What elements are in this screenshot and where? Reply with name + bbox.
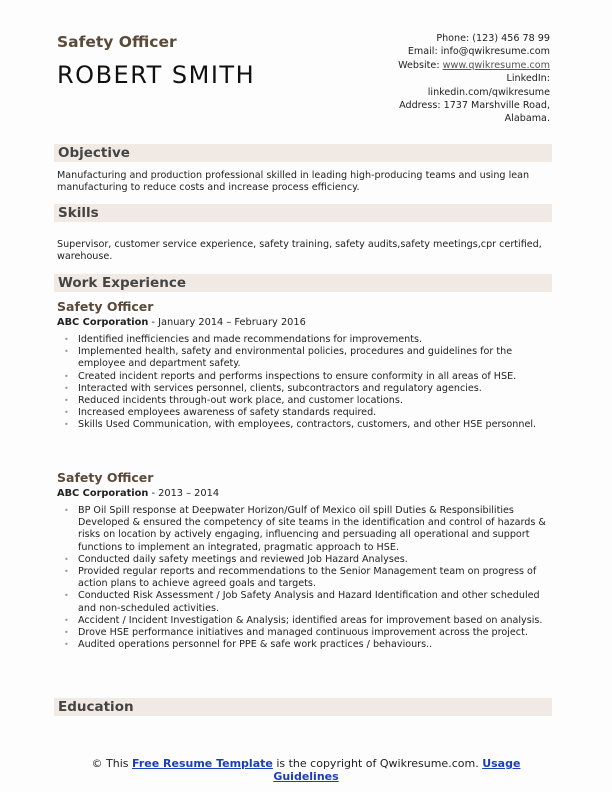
objective-text: Manufacturing and production professional skilled in leading high-producing teams and using lean manufacturing to reduce costs and increase process efficiency. bbox=[57, 170, 530, 194]
footer-middle: is the copyright of Qwikresume.com. bbox=[272, 757, 483, 770]
list-item: • Increased employees awareness of safety standards required. bbox=[64, 407, 554, 419]
candidate-name: ROBERT SMITH bbox=[57, 61, 256, 89]
job1-bullets bbox=[64, 334, 554, 432]
list-item: • Accident / Incident Investigation & Analysis; identified areas for improvement based on analysis. bbox=[64, 615, 554, 627]
website bbox=[350, 59, 550, 72]
list-item: • BP Oil Spill response at Deepwater Horizon/Gulf of Mexico oil spill Duties & Responsibilities Developed & ensured the competency of site teams in the identification and control of hazards & risks on location by actively engaging, influencing and persuading all operational and support functions to implement an integrated, pragmatic approach to HSE. bbox=[64, 505, 554, 554]
job1-company: ABC Corporation bbox=[57, 317, 149, 328]
list-item: • Audited operations personnel for PPE & safe work practices / behaviours.. bbox=[64, 639, 554, 651]
job1-dates: - January 2014 – February 2016 bbox=[148, 317, 306, 328]
list-item: • Interacted with services personnel, clients, subcontractors and regulatory agencies. bbox=[64, 383, 554, 395]
list-item: • Conducted Risk Assessment / Job Safety Analysis and Hazard Identification and other scheduled and non-scheduled activities. bbox=[64, 590, 554, 614]
objective-heading: Objective bbox=[54, 144, 552, 162]
education-heading: Education bbox=[54, 698, 552, 716]
skills-heading: Skills bbox=[54, 204, 552, 222]
work-experience-heading: Work Experience bbox=[54, 274, 552, 292]
website-label: Website: bbox=[398, 59, 443, 71]
job2-company: ABC Corporation bbox=[57, 488, 149, 499]
linkedin-label: LinkedIn: bbox=[506, 73, 550, 85]
job2-company-line bbox=[57, 488, 219, 499]
email: Email: info@qwikresume.com bbox=[407, 46, 550, 58]
copyright-footer bbox=[60, 757, 552, 783]
job2-bullets bbox=[64, 505, 554, 651]
contact-block bbox=[350, 32, 550, 126]
footer-prefix: © This bbox=[91, 757, 133, 770]
skills-text: Supervisor, customer service experience, safety training, safety audits,safety meetings,cpr certified, warehouse. bbox=[57, 239, 542, 263]
phone: Phone: (123) 456 78 99 bbox=[436, 33, 550, 44]
list-item: • Drove HSE performance initiatives and managed continuous improvement across the project. bbox=[64, 627, 554, 639]
usage-guidelines-link[interactable]: Usage Guidelines bbox=[273, 757, 521, 783]
list-item: • Provided regular reports and recommendations to the Senior Management team on progress of action plans to achieve agreed goals and targets. bbox=[64, 566, 554, 590]
list-item: • Conducted daily safety meetings and reviewed Job Hazard Analyses. bbox=[64, 554, 554, 566]
job1-title: Safety Officer bbox=[57, 299, 154, 314]
list-item: • Skills Used Communication, with employees, contractors, customers, and other HSE personnel. bbox=[64, 419, 554, 431]
job1-company-line bbox=[57, 317, 306, 328]
address-line1: Address: 1737 Marshville Road, bbox=[399, 100, 550, 112]
job2-dates: - 2013 – 2014 bbox=[148, 488, 220, 499]
list-item: • Created incident reports and performs inspections to ensure conformity in all areas of HSE. bbox=[64, 371, 554, 383]
job2-title: Safety Officer bbox=[57, 470, 154, 485]
list-item: • Identified inefficiencies and made recommendations for improvements. bbox=[64, 334, 554, 346]
job-title: Safety Officer bbox=[57, 33, 177, 51]
list-item: • Implemented health, safety and environmental policies, procedures and guidelines for the employee and department safety. bbox=[64, 346, 554, 370]
free-resume-template-link[interactable]: Free Resume Template bbox=[132, 757, 273, 770]
address-line2: Alabama. bbox=[504, 113, 550, 125]
list-item: • Reduced incidents through-out work place, and customer locations. bbox=[64, 395, 554, 407]
website-link[interactable]: www.qwikresume.com bbox=[442, 59, 550, 71]
linkedin: linkedin.com/qwikresume bbox=[427, 86, 550, 98]
